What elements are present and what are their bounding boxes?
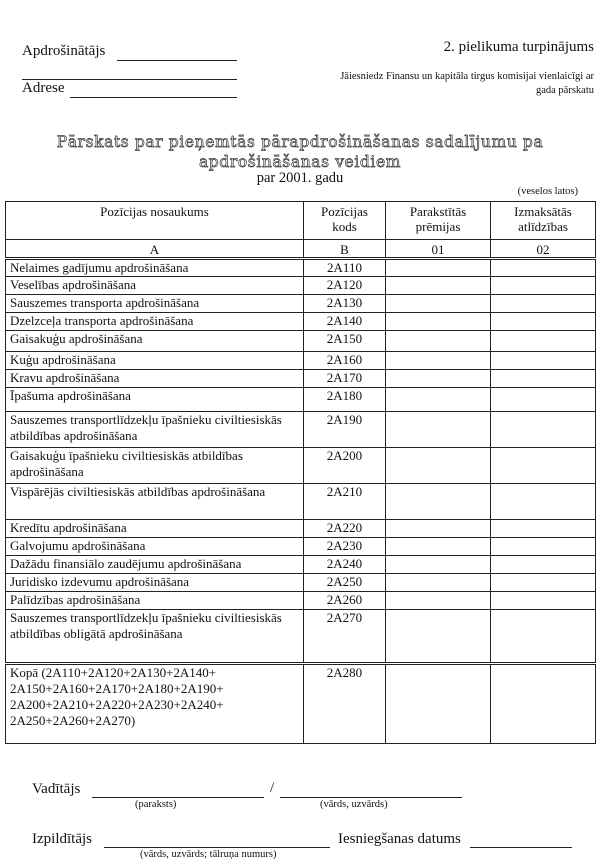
- insurer-label: Apdrošinātājs: [22, 43, 106, 59]
- row-premiums-cell[interactable]: [386, 277, 491, 295]
- table-row: [6, 370, 596, 388]
- row-name: Juridisko izdevumu apdrošināšana: [6, 574, 304, 592]
- row-name: Īpašuma apdrošināšana: [6, 388, 304, 412]
- table-row: [6, 574, 596, 592]
- row-code: 2A250: [304, 574, 386, 592]
- row-premiums-cell[interactable]: [386, 484, 491, 520]
- total-row: [6, 664, 596, 744]
- table-row: [6, 313, 596, 331]
- row-premiums-cell[interactable]: [386, 352, 491, 370]
- total-claims-cell[interactable]: [491, 664, 596, 744]
- table-row: [6, 295, 596, 313]
- row-claims-cell[interactable]: [491, 448, 596, 484]
- submission-date-label: Iesniegšanas datums: [338, 831, 461, 847]
- row-claims-cell[interactable]: [491, 484, 596, 520]
- row-claims-cell[interactable]: [491, 538, 596, 556]
- row-claims-cell[interactable]: [491, 592, 596, 610]
- table-row: [6, 448, 596, 484]
- row-name: Dzelzceļa transporta apdrošināšana: [6, 313, 304, 331]
- col-letter-02: 02: [491, 240, 596, 259]
- row-claims-cell[interactable]: [491, 277, 596, 295]
- total-premiums-cell[interactable]: [386, 664, 491, 744]
- units-note: (veselos latos): [517, 186, 578, 197]
- row-name: Sauszemes transportlīdzekļu īpašnieku civiltiesiskās atbildības apdrošināšana: [6, 412, 304, 448]
- row-claims-cell[interactable]: [491, 388, 596, 412]
- row-code: 2A190: [304, 412, 386, 448]
- report-table: [5, 201, 596, 744]
- row-code: 2A200: [304, 448, 386, 484]
- row-premiums-cell[interactable]: [386, 592, 491, 610]
- row-premiums-cell[interactable]: [386, 610, 491, 664]
- row-premiums-cell[interactable]: [386, 520, 491, 538]
- col-header-code-l2: kods: [332, 219, 357, 234]
- row-premiums-cell[interactable]: [386, 538, 491, 556]
- signature-separator: /: [270, 780, 275, 796]
- row-code: 2A170: [304, 370, 386, 388]
- row-claims-cell[interactable]: [491, 412, 596, 448]
- row-code: 2A220: [304, 520, 386, 538]
- row-name: Palīdzības apdrošināšana: [6, 592, 304, 610]
- report-subtitle: par 2001. gadu: [256, 170, 344, 186]
- row-code: 2A240: [304, 556, 386, 574]
- col-letter-a: A: [6, 240, 304, 259]
- col-header-code: [304, 202, 386, 240]
- row-claims-cell[interactable]: [491, 556, 596, 574]
- row-premiums-cell[interactable]: [386, 331, 491, 352]
- executor-field[interactable]: [104, 847, 330, 848]
- table-row: [6, 484, 596, 520]
- col-header-premiums-l2: prēmijas: [415, 219, 461, 234]
- row-premiums-cell[interactable]: [386, 259, 491, 277]
- header-row: [6, 202, 596, 240]
- row-premiums-cell[interactable]: [386, 448, 491, 484]
- row-claims-cell[interactable]: [491, 331, 596, 352]
- row-premiums-cell[interactable]: [386, 574, 491, 592]
- row-claims-cell[interactable]: [491, 610, 596, 664]
- row-premiums-cell[interactable]: [386, 412, 491, 448]
- table-row: [6, 556, 596, 574]
- report-title-line2: apdrošināšanas veidiem: [198, 153, 402, 171]
- table-row: [6, 388, 596, 412]
- table-row: [6, 259, 596, 277]
- appendix-title: 2. pielikuma turpinājums: [443, 39, 594, 55]
- row-code: 2A140: [304, 313, 386, 331]
- manager-signature-field[interactable]: [92, 797, 264, 798]
- row-name: Vispārējās civiltiesiskās atbildības apdrošināšana: [6, 484, 304, 520]
- total-name: Kopā (2A110+2A120+2A130+2A140+ 2A150+2A160+2A170+2A180+2A190+ 2A200+2A210+2A220+2A230+2A240+ 2A250+2A260+2A270): [6, 664, 304, 744]
- row-claims-cell[interactable]: [491, 370, 596, 388]
- row-claims-cell[interactable]: [491, 313, 596, 331]
- row-name: Nelaimes gadījumu apdrošināšana: [6, 259, 304, 277]
- insurer-field[interactable]: [117, 60, 237, 61]
- col-header-premiums-l1: Parakstītās: [409, 204, 467, 219]
- table-row: [6, 610, 596, 664]
- row-claims-cell[interactable]: [491, 295, 596, 313]
- row-claims-cell[interactable]: [491, 259, 596, 277]
- col-header-claims-l1: Izmaksātās: [514, 204, 572, 219]
- row-code: 2A130: [304, 295, 386, 313]
- col-header-premiums: [386, 202, 491, 240]
- table-row: [6, 592, 596, 610]
- col-letter-01: 01: [386, 240, 491, 259]
- manager-label: Vadītājs: [32, 781, 81, 797]
- col-header-claims-l2: atlīdzības: [518, 219, 568, 234]
- row-name: Kravu apdrošināšana: [6, 370, 304, 388]
- row-name: Veselības apdrošināšana: [6, 277, 304, 295]
- row-code: 2A210: [304, 484, 386, 520]
- submission-date-field[interactable]: [470, 847, 572, 848]
- address-label: Adrese: [22, 80, 65, 96]
- row-name: Sauszemes transporta apdrošināšana: [6, 295, 304, 313]
- letter-row: [6, 240, 596, 259]
- row-premiums-cell[interactable]: [386, 556, 491, 574]
- table-body: [6, 259, 596, 664]
- row-name: Dažādu finansiālo zaudējumu apdrošināšana: [6, 556, 304, 574]
- row-code: 2A230: [304, 538, 386, 556]
- table-row: [6, 277, 596, 295]
- row-name: Kuģu apdrošināšana: [6, 352, 304, 370]
- address-field[interactable]: [70, 97, 237, 98]
- row-premiums-cell[interactable]: [386, 388, 491, 412]
- row-premiums-cell[interactable]: [386, 295, 491, 313]
- row-name: Galvojumu apdrošināšana: [6, 538, 304, 556]
- col-header-claims: [491, 202, 596, 240]
- col-letter-b: B: [304, 240, 386, 259]
- row-code: 2A260: [304, 592, 386, 610]
- col-header-code-l1: Pozīcijas: [321, 204, 368, 219]
- row-code: 2A110: [304, 259, 386, 277]
- total-code: 2A280: [304, 664, 386, 744]
- row-code: 2A120: [304, 277, 386, 295]
- row-name: Gaisakuģu īpašnieku civiltiesiskās atbildības apdrošināšana: [6, 448, 304, 484]
- row-code: 2A150: [304, 331, 386, 352]
- row-name: Gaisakuģu apdrošināšana: [6, 331, 304, 352]
- submission-note-line1: Jāiesniedz Finansu un kapitāla tirgus komisijai vienlaicīgi ar: [340, 71, 594, 82]
- row-premiums-cell[interactable]: [386, 313, 491, 331]
- row-code: 2A160: [304, 352, 386, 370]
- row-name: Sauszemes transportlīdzekļu īpašnieku civiltiesiskās atbildības obligātā apdrošināšana: [6, 610, 304, 664]
- table-row: [6, 538, 596, 556]
- row-premiums-cell[interactable]: [386, 370, 491, 388]
- row-code: 2A270: [304, 610, 386, 664]
- name-caption: (vārds, uzvārds): [320, 799, 388, 810]
- row-claims-cell[interactable]: [491, 574, 596, 592]
- executor-label: Izpildītājs: [32, 831, 92, 847]
- table-row: [6, 331, 596, 352]
- row-claims-cell[interactable]: [491, 352, 596, 370]
- report-title-line1: Pārskats par pieņemtās pārapdrošināšanas sadalījumu pa: [56, 133, 544, 151]
- signature-caption: (paraksts): [135, 799, 177, 810]
- table-row: [6, 412, 596, 448]
- table-row: [6, 352, 596, 370]
- table-row: [6, 520, 596, 538]
- executor-caption: (vārds, uzvārds; tālruņa numurs): [140, 849, 277, 860]
- row-claims-cell[interactable]: [491, 520, 596, 538]
- submission-note-line2: gada pārskatu: [535, 85, 594, 96]
- col-header-name: Pozīcijas nosaukums: [6, 202, 304, 240]
- row-code: 2A180: [304, 388, 386, 412]
- manager-name-field[interactable]: [280, 797, 462, 798]
- submission-note: [294, 70, 594, 98]
- row-name: Kredītu apdrošināšana: [6, 520, 304, 538]
